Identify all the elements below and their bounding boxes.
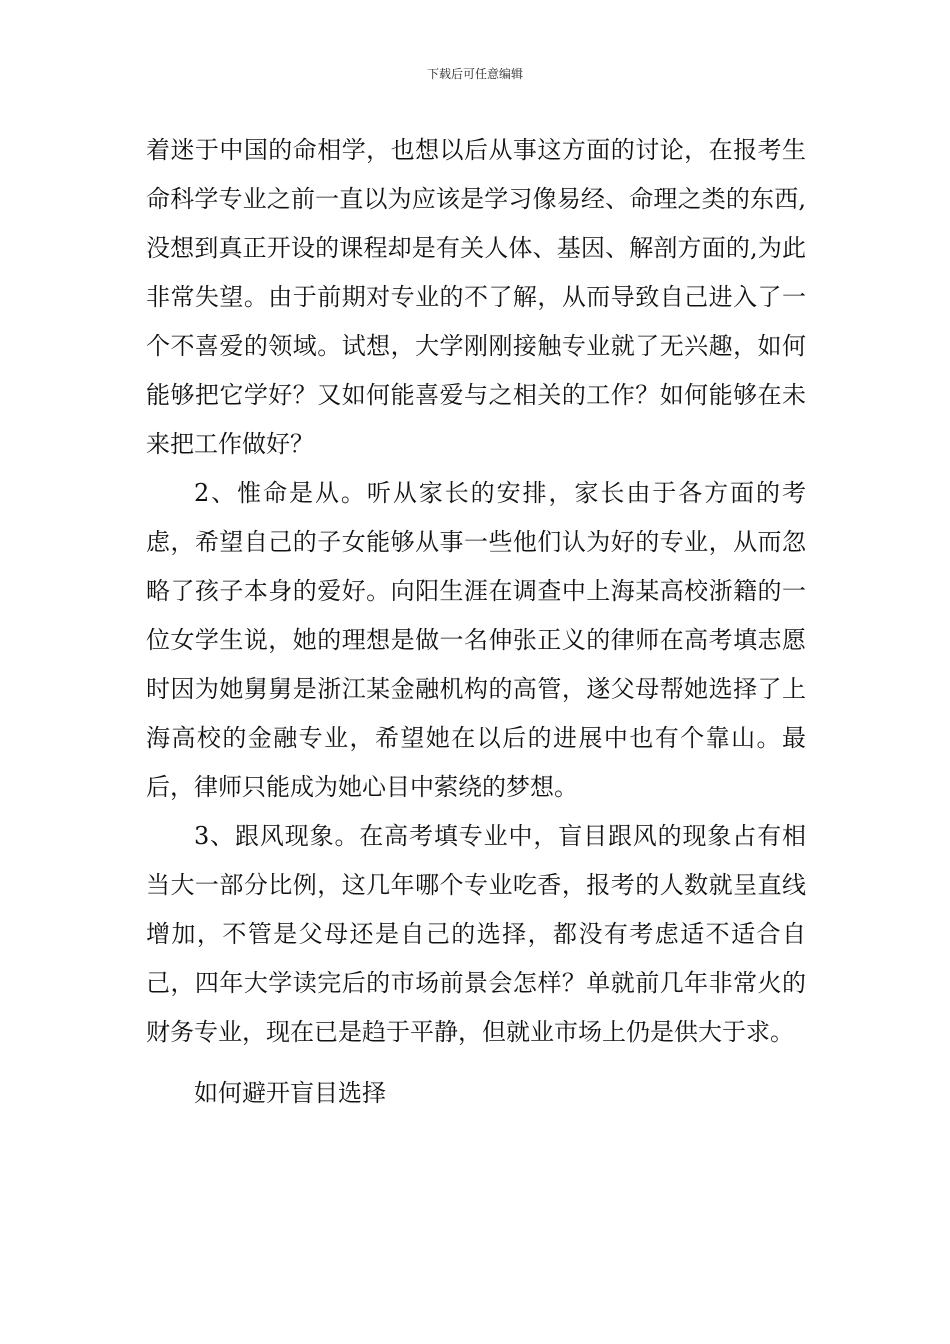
paragraph-following-trend: 3、跟风现象。在高考填专业中，盲目跟风的现象占有相当大一部分比例，这几年哪个专业吃香，报考的人数就呈直线增加，不管是父母还是自己的选择，都没有考虑适不适合自己，四年大学读完后的市场前景会怎样？单就前几年非常火的财务专业，现在已是趋于平静，但就业市场上仍是供大于求。	[146, 822, 806, 1046]
page-header: 下载后可任意编辑	[426, 67, 523, 81]
document-body	[146, 126, 806, 1118]
paragraph-continuation: 着迷于中国的命相学，也想以后从事这方面的讨论，在报考生命科学专业之前一直以为应该是学习像易经、命理之类的东西,没想到真正开设的课程却是有关人体、基因、解剖方面的,为此非常失望。由于前期对专业的不了解，从而导致自己进入了一个不喜爱的领域。试想，大学刚刚接触专业就了无兴趣，如何能够把它学好？又如何能喜爱与之相关的工作？如何能够在未来把工作做好？	[146, 136, 806, 458]
section-heading-avoid-blind-choice: 如何避开盲目选择	[194, 1079, 386, 1107]
paragraph-blind-obedience: 2、惟命是从。听从家长的安排，家长由于各方面的考虑，希望自己的子女能够从事一些他们认为好的专业，从而忽略了孩子本身的爱好。向阳生涯在调查中上海某高校浙籍的一位女学生说，她的理想是做一名伸张正义的律师在高考填志愿时因为她舅舅是浙江某金融机构的高管，遂父母帮她选择了上海高校的金融专业，希望她在以后的进展中也有个靠山。最后，律师只能成为她心目中萦绕的梦想。	[146, 479, 806, 801]
